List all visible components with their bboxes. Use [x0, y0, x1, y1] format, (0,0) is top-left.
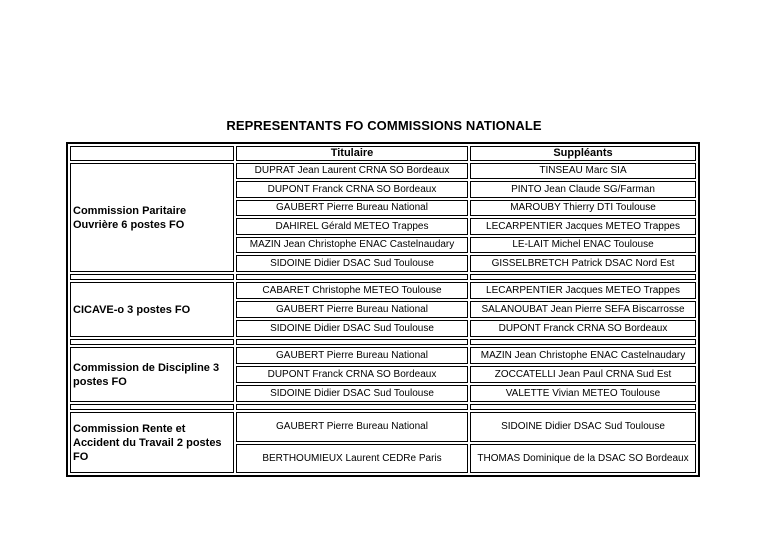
table-row: [70, 282, 696, 299]
titulaire-cell: SIDOINE Didier DSAC Sud Toulouse: [236, 255, 468, 272]
header-suppleants: Suppléants: [470, 146, 696, 161]
spacer-cell: [70, 404, 234, 410]
titulaire-cell: GAUBERT Pierre Bureau National: [236, 412, 468, 442]
group-spacer: [70, 274, 696, 280]
header-commission: [70, 146, 234, 161]
titulaire-cell: CABARET Christophe METEO Toulouse: [236, 282, 468, 299]
table-row: [70, 163, 696, 179]
suppleant-cell: GISSELBRETCH Patrick DSAC Nord Est: [470, 255, 696, 272]
table-row: [70, 347, 696, 364]
suppleant-cell: SIDOINE Didier DSAC Sud Toulouse: [470, 412, 696, 442]
spacer-cell: [236, 274, 468, 280]
commission-name: Commission de Discipline 3 postes FO: [70, 347, 234, 402]
titulaire-cell: GAUBERT Pierre Bureau National: [236, 347, 468, 364]
suppleant-cell: VALETTE Vivian METEO Toulouse: [470, 385, 696, 402]
titulaire-cell: DUPONT Franck CRNA SO Bordeaux: [236, 366, 468, 383]
titulaire-cell: GAUBERT Pierre Bureau National: [236, 200, 468, 216]
titulaire-cell: DUPONT Franck CRNA SO Bordeaux: [236, 181, 468, 198]
suppleant-cell: SALANOUBAT Jean Pierre SEFA Biscarrosse: [470, 301, 696, 318]
group-spacer: [70, 404, 696, 410]
titulaire-cell: DAHIREL Gérald METEO Trappes: [236, 218, 468, 235]
spacer-cell: [236, 404, 468, 410]
suppleant-cell: DUPONT Franck CRNA SO Bordeaux: [470, 320, 696, 337]
suppleant-cell: MAZIN Jean Christophe ENAC Castelnaudary: [470, 347, 696, 364]
titulaire-cell: BERTHOUMIEUX Laurent CEDRe Paris: [236, 444, 468, 473]
suppleant-cell: TINSEAU Marc SIA: [470, 163, 696, 179]
titulaire-cell: SIDOINE Didier DSAC Sud Toulouse: [236, 320, 468, 337]
spacer-cell: [470, 274, 696, 280]
spacer-cell: [470, 404, 696, 410]
suppleant-cell: MAROUBY Thierry DTI Toulouse: [470, 200, 696, 216]
table-row: [70, 412, 696, 442]
document-title: REPRESENTANTS FO COMMISSIONS NATIONALE: [226, 118, 542, 133]
titulaire-cell: GAUBERT Pierre Bureau National: [236, 301, 468, 318]
suppleant-cell: LECARPENTIER Jacques METEO Trappes: [470, 218, 696, 235]
suppleant-cell: THOMAS Dominique de la DSAC SO Bordeaux: [470, 444, 696, 473]
group-spacer: [70, 339, 696, 345]
spacer-cell: [70, 274, 234, 280]
titulaire-cell: SIDOINE Didier DSAC Sud Toulouse: [236, 385, 468, 402]
spacer-cell: [470, 339, 696, 345]
suppleant-cell: PINTO Jean Claude SG/Farman: [470, 181, 696, 198]
representatives-table: [66, 142, 700, 477]
titulaire-cell: DUPRAT Jean Laurent CRNA SO Bordeaux: [236, 163, 468, 179]
header-row: [70, 146, 696, 161]
commission-name: Commission Rente et Accident du Travail 2 postes FO: [70, 412, 234, 473]
suppleant-cell: LE-LAIT Michel ENAC Toulouse: [470, 237, 696, 253]
spacer-cell: [236, 339, 468, 345]
spacer-cell: [70, 339, 234, 345]
header-titulaire: Titulaire: [236, 146, 468, 161]
commission-name: CICAVE-o 3 postes FO: [70, 282, 234, 337]
suppleant-cell: ZOCCATELLI Jean Paul CRNA Sud Est: [470, 366, 696, 383]
suppleant-cell: LECARPENTIER Jacques METEO Trappes: [470, 282, 696, 299]
commission-name: Commission Paritaire Ouvrière 6 postes FO: [70, 163, 234, 272]
titulaire-cell: MAZIN Jean Christophe ENAC Castelnaudary: [236, 237, 468, 253]
